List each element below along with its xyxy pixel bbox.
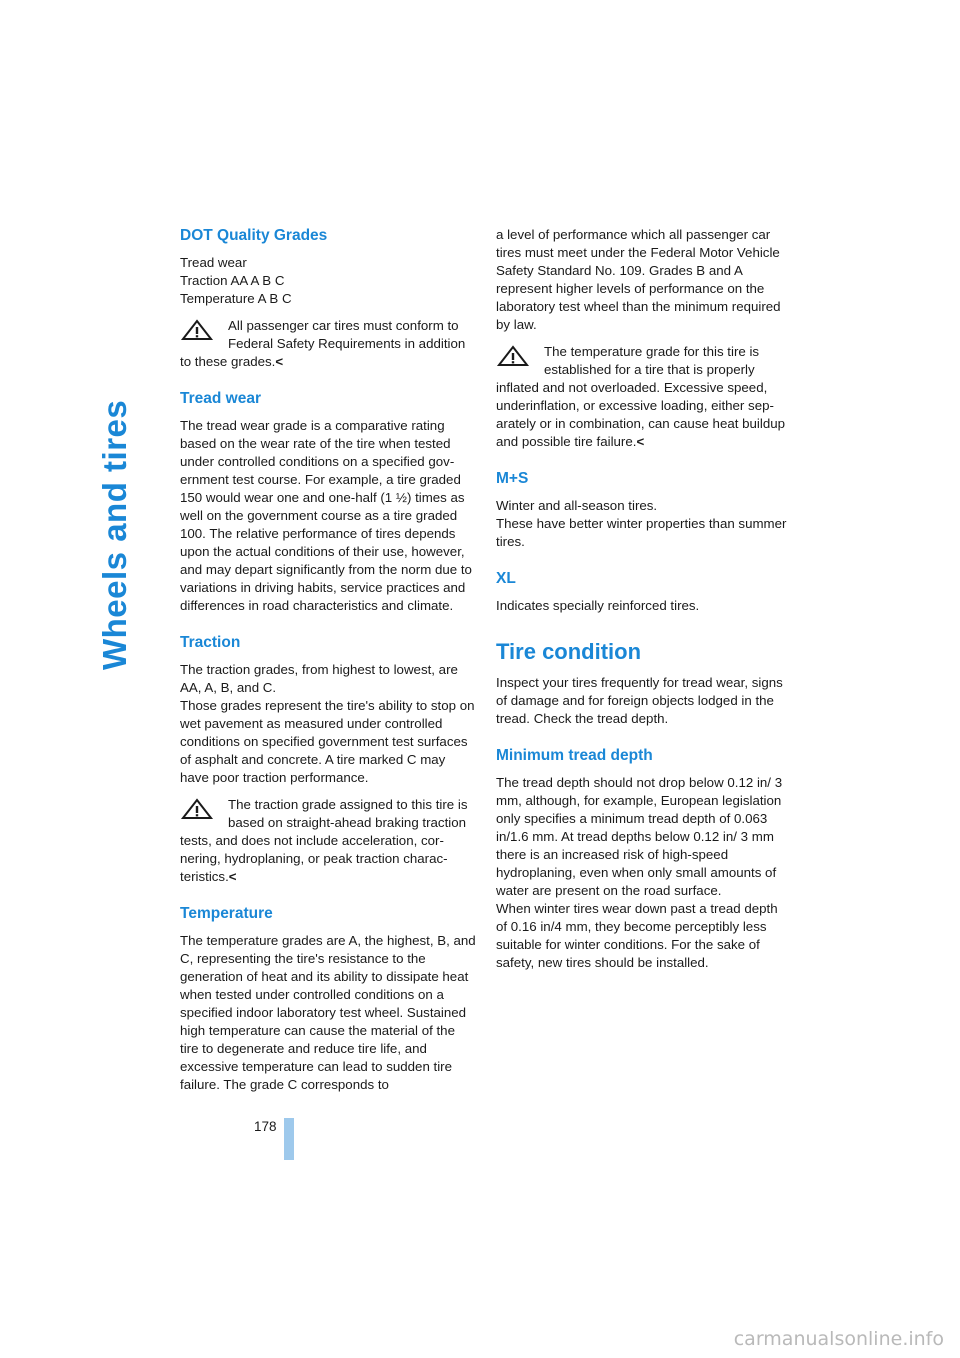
traction-heading: Traction [180,634,241,651]
ms-line-2: These have better winter properties than summer tires. [496,516,787,549]
dot-warning-text: All passenger car tires must conform to Federal Safety Requirements in addition to these grades. [180,318,466,369]
tread-wear-paragraph: The tread wear grade is a comparative rating based on the wear rate of the tire when tested under controlled conditions on a specified government test course. For example, a tire graded 150 would wear one and one-half (1 ½) times as well on the government course as a tire graded 100. The relative performance of tires depends upon the actual conditions of their use, however, and may depart significantly from the norm due to variations in driving habits, service practices and differences in road characteristics and climate. [180,418,472,613]
traction-paragraph-1: The traction grades, from highest to lowest, are AA, A, B, and C. [180,662,458,695]
section-side-tab [86,230,156,670]
temperature-warning-note [496,343,792,451]
dot-line-temperature: Temperature A B C [180,291,292,306]
tire-condition-paragraph: Inspect your tires frequently for tread wear, signs of damage and for foreign objects lodged in the tread. Check the tread depth. [496,675,783,726]
warning-triangle-icon [496,345,530,367]
xl-heading: XL [496,570,516,587]
traction-paragraph-2: Those grades represent the tire's ability to stop on wet pavement as measured under controlled conditions on specified government test surfaces of asphalt and concrete. A tire marked C may have poor traction performance. [180,698,475,785]
end-mark: < [636,434,645,449]
watermark: carmanualsonline.info [733,1328,944,1350]
traction-warning-note [180,796,476,886]
ms-heading: M+S [496,470,529,487]
end-mark: < [228,869,237,884]
minimum-tread-paragraph-2: When winter tires wear down past a tread depth of 0.16 in/4 mm, they become perceptibly less suitable for winter conditions. For the sake of safety, new tires should be installed. [496,901,778,970]
section-tab-label: Wheels and tires [96,399,133,670]
temperature-paragraph-continued: a level of performance which all passenger car tires must meet under the Federal Motor Vehicle Safety Standard No. 109. Grades B and A represent higher levels of performance on the laboratory test wheel than the minimum required by law. [496,227,781,332]
xl-paragraph: Indicates specially reinforced tires. [496,598,700,613]
end-mark: < [275,354,284,369]
right-column [496,226,792,972]
ms-line-1: Winter and all-season tires. [496,498,658,513]
minimum-tread-paragraph-1: The tread depth should not drop below 0.12 in/ 3 mm, although, for example, European legislation only specifies a minimum tread depth of 0.063 in/1.6 mm. At tread depths below 0.12 in/ 3 mm there is an increased risk of high-speed hydroplaning, even when only small amounts of water are present on the road surface. [496,775,783,898]
dot-warning-note [180,317,476,371]
page-marker-bar [284,1118,294,1160]
tire-condition-heading: Tire condition [496,639,642,664]
temperature-heading: Temperature [180,905,273,922]
traction-warning-text: The traction grade assigned to this tire is based on straight-ahead braking traction tests, and does not include acceleration, cornering, hydroplaning, or peak traction characteristics. [180,797,468,884]
page-number: 178 [254,1119,277,1134]
dot-quality-grades-heading: DOT Quality Grades [180,227,328,244]
left-column [180,226,476,1094]
temperature-paragraph: The temperature grades are A, the highest, B, and C, representing the tire's resistance to the generation of heat and its ability to dissipate heat when tested under controlled conditions on a specified indoor laboratory test wheel. Sustained high temperature can cause the material of the tire to degenerate and reduce tire life, and excessive temperature can lead to sudden tire failure. The grade C corresponds to [180,933,476,1092]
warning-triangle-icon [180,798,214,820]
tread-wear-heading: Tread wear [180,390,261,407]
temperature-warning-text: The temperature grade for this tire is established for a tire that is properly inflated and not overloaded. Excessive speed, underinflation, or excessive loading, either separately or in combination, can cause heat buildup and possible tire failure. [496,344,786,449]
warning-triangle-icon [180,319,214,341]
dot-line-traction: Traction AA A B C [180,273,285,288]
minimum-tread-depth-heading: Minimum tread depth [496,747,653,764]
dot-line-tread-wear: Tread wear [180,255,247,270]
